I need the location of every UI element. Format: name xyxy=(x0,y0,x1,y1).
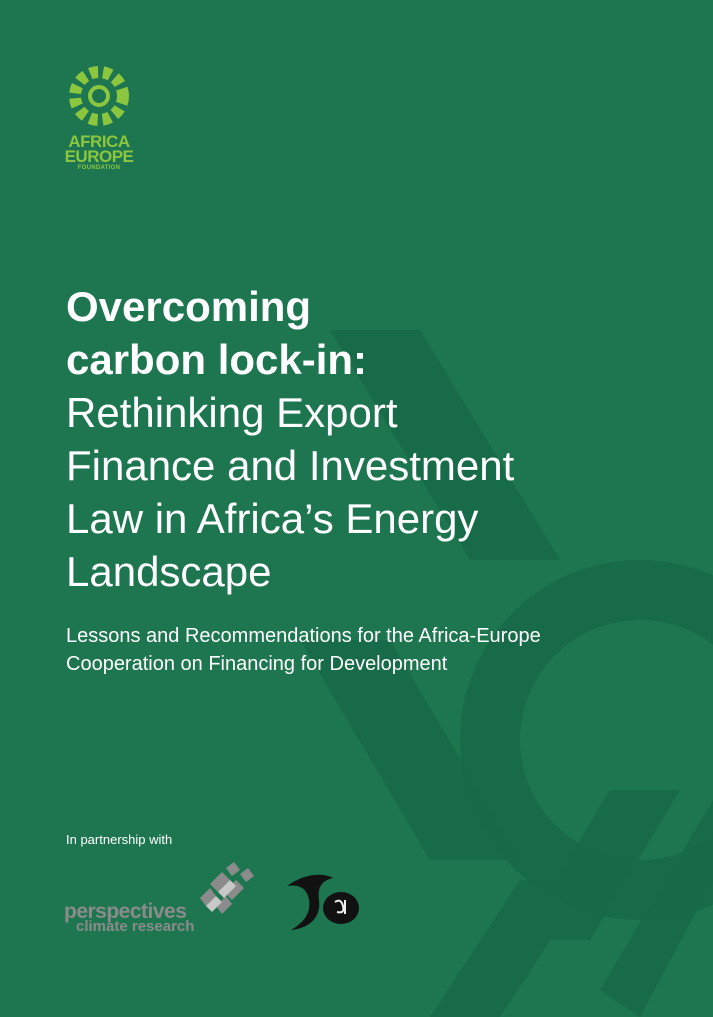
logo-text-foundation: FOUNDATION xyxy=(77,165,121,171)
subtitle-line-2: Cooperation on Financing for Development xyxy=(66,653,448,675)
perspectives-text: perspectives xyxy=(64,900,187,923)
logo-text-europe: EUROPE xyxy=(64,147,134,166)
title-line-2: carbon lock-in: xyxy=(66,336,368,383)
sun-emblem-icon xyxy=(67,64,131,128)
title-line-4: Finance and Investment xyxy=(66,442,515,489)
title-line-6: Landscape xyxy=(66,548,272,595)
report-subtitle xyxy=(66,622,686,678)
stylized-ja-logo-icon xyxy=(283,866,361,934)
perspectives-climate-research-logo xyxy=(62,862,254,938)
africa-europe-foundation-logo xyxy=(58,64,140,172)
title-line-5: Law in Africa’s Energy xyxy=(66,495,479,542)
report-title xyxy=(66,280,686,598)
climate-research-text: climate research xyxy=(76,918,195,935)
title-line-3: Rethinking Export xyxy=(66,389,398,436)
logo-text-africa: AFRICA xyxy=(68,132,130,151)
subtitle-line-1: Lessons and Recommendations for the Africa-Europe xyxy=(66,625,541,647)
checkered-flag-icon xyxy=(190,862,254,920)
partnership-label: In partnership with xyxy=(66,832,173,847)
title-line-1: Overcoming xyxy=(66,283,312,330)
